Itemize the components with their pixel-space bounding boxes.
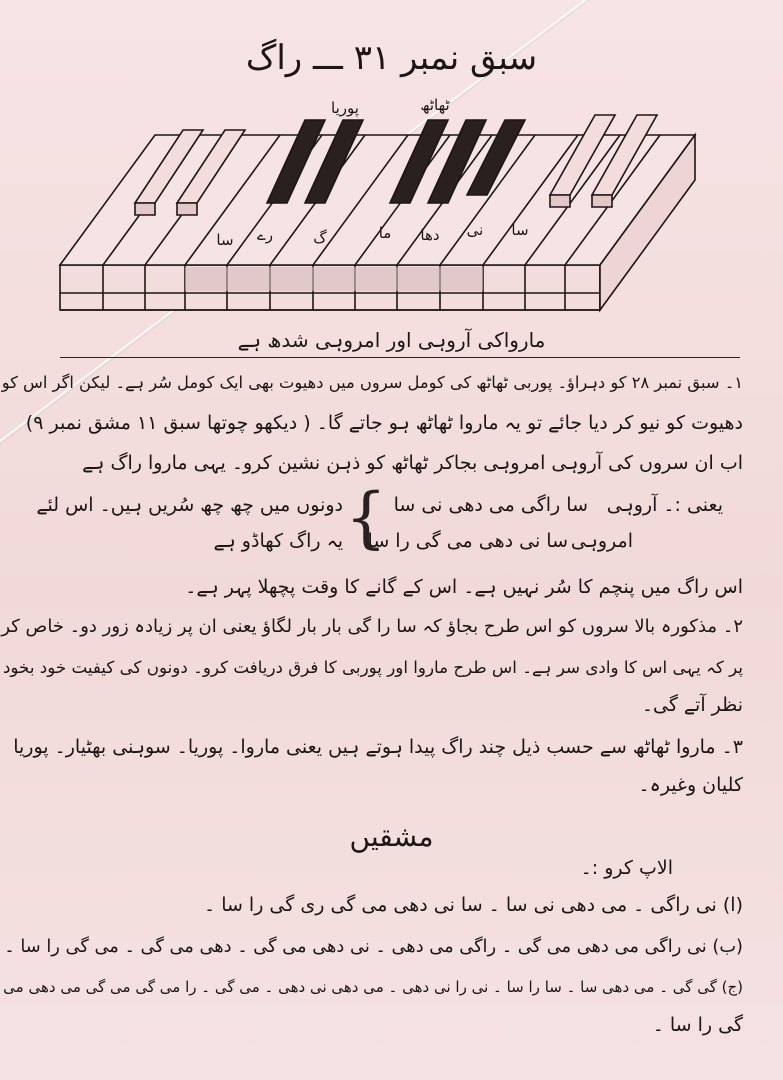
para4-line-1: ۳۔ ماروا ٹھاٹھ سے حسب ذیل چند راگ پیدا ہوتے ہیں یعنی ماروا۔ پوریا۔ سوہنی بھٹیار۔ پوریا: [13, 736, 743, 758]
key-label-ga: گ: [313, 229, 327, 247]
alaap-label: الاپ کرو :۔: [580, 857, 673, 879]
exercises-heading: مشقیں: [349, 820, 434, 853]
aroha-notes: سا راگی می دھی نی سا: [393, 494, 588, 516]
key-label-ma: ما: [378, 224, 392, 242]
key-label-dha: دھا: [420, 226, 440, 244]
exercise-a: (ا) نی راگی ۔ می دھی نی سا ۔ سا نی دھی می گی ری گی را سا ۔: [204, 894, 743, 916]
para4-line-2: کلیان وغیرہ۔: [638, 774, 743, 796]
curly-brace: {: [345, 479, 387, 556]
yani-aroha-label: یعنی :۔ آروہی: [606, 494, 723, 516]
exercise-c-line-2: گی را سا ۔: [652, 1014, 743, 1036]
divider: [60, 357, 740, 358]
key-label-sa-right: سا: [511, 221, 529, 239]
avroha-label: امروہی: [570, 530, 633, 552]
top-label-2: پوریا: [331, 99, 359, 117]
lesson-title: سبق نمبر ۳۱ ـــ راگ: [245, 38, 538, 78]
para1-line-1: ۱۔ سبق نمبر ۲۸ کو دہراؤ۔ پوربی ٹھاٹھ کی کومل سروں میں دھیوت بھی ایک کومل سُر ہے۔ لیکن اگر اس کو: [1, 373, 743, 392]
right-note-1: دونوں میں چھ چھ سُریں ہیں۔ اس لئے: [36, 494, 343, 516]
avroha-notes: سا نی دھی می گی را سا: [367, 530, 568, 552]
para3-line-3: نظر آتے گی۔: [641, 694, 743, 716]
key-label-sa-left: سا: [216, 231, 234, 249]
figure-caption: مارواکی آروہی اور امروہی شدھ ہے: [237, 328, 546, 352]
top-label-1: ٹھاٹھ: [420, 96, 450, 114]
exercise-b: (ب) نی راگی می دھی می گی ۔ راگی می دھی ۔ نی دھی می گی ۔ دھی می گی ۔ می گی را سا ۔: [4, 936, 743, 957]
exercise-c-line-1: (ج) گی گی ۔ می دھی سا ۔ سا را سا ۔ نی را نی دھی ۔ می دھی نی دھی ۔ می گی ۔ را می گی می گی می دھی می: [3, 978, 743, 996]
para3-line-2: پر کہ یہی اس کا وادی سر ہے۔ اس طرح ماروا اور پوربی کا فرق دریافت کرو۔ دونوں کی کیفیت خود بخود: [3, 657, 743, 677]
para1-line-2: دھیوت کو نیو کر دیا جائے تو یہ ماروا ٹھاٹھ ہو جاتے گا۔ ( دیکھو چوتھا سبق ۱۱ مشق نمبر ۹): [25, 412, 743, 434]
key-label-ni: نی: [466, 221, 484, 239]
para1-line-3: اب ان سروں کی آروہی امروہی بجاکر ٹھاٹھ کو ذہن نشین کرو۔ یہی ماروا راگ ہے: [82, 452, 743, 474]
key-label-ri: رے: [256, 226, 274, 244]
piano-keyboard-illustration: [55, 95, 705, 325]
para3-line-1: ۲۔ مذکورہ بالا سروں کو اس طرح بجاؤ کہ سا را گی بار بار لگاؤ یعنی ان پر زیادہ زور دو۔ خاص کر: [1, 616, 743, 637]
para2: اس راگ میں پنچم کا سُر نہیں ہے۔ اس کے گانے کا وقت پچھلا پہر ہے۔: [185, 576, 743, 598]
right-note-2: یہ راگ کھاڈو ہے: [213, 530, 343, 552]
